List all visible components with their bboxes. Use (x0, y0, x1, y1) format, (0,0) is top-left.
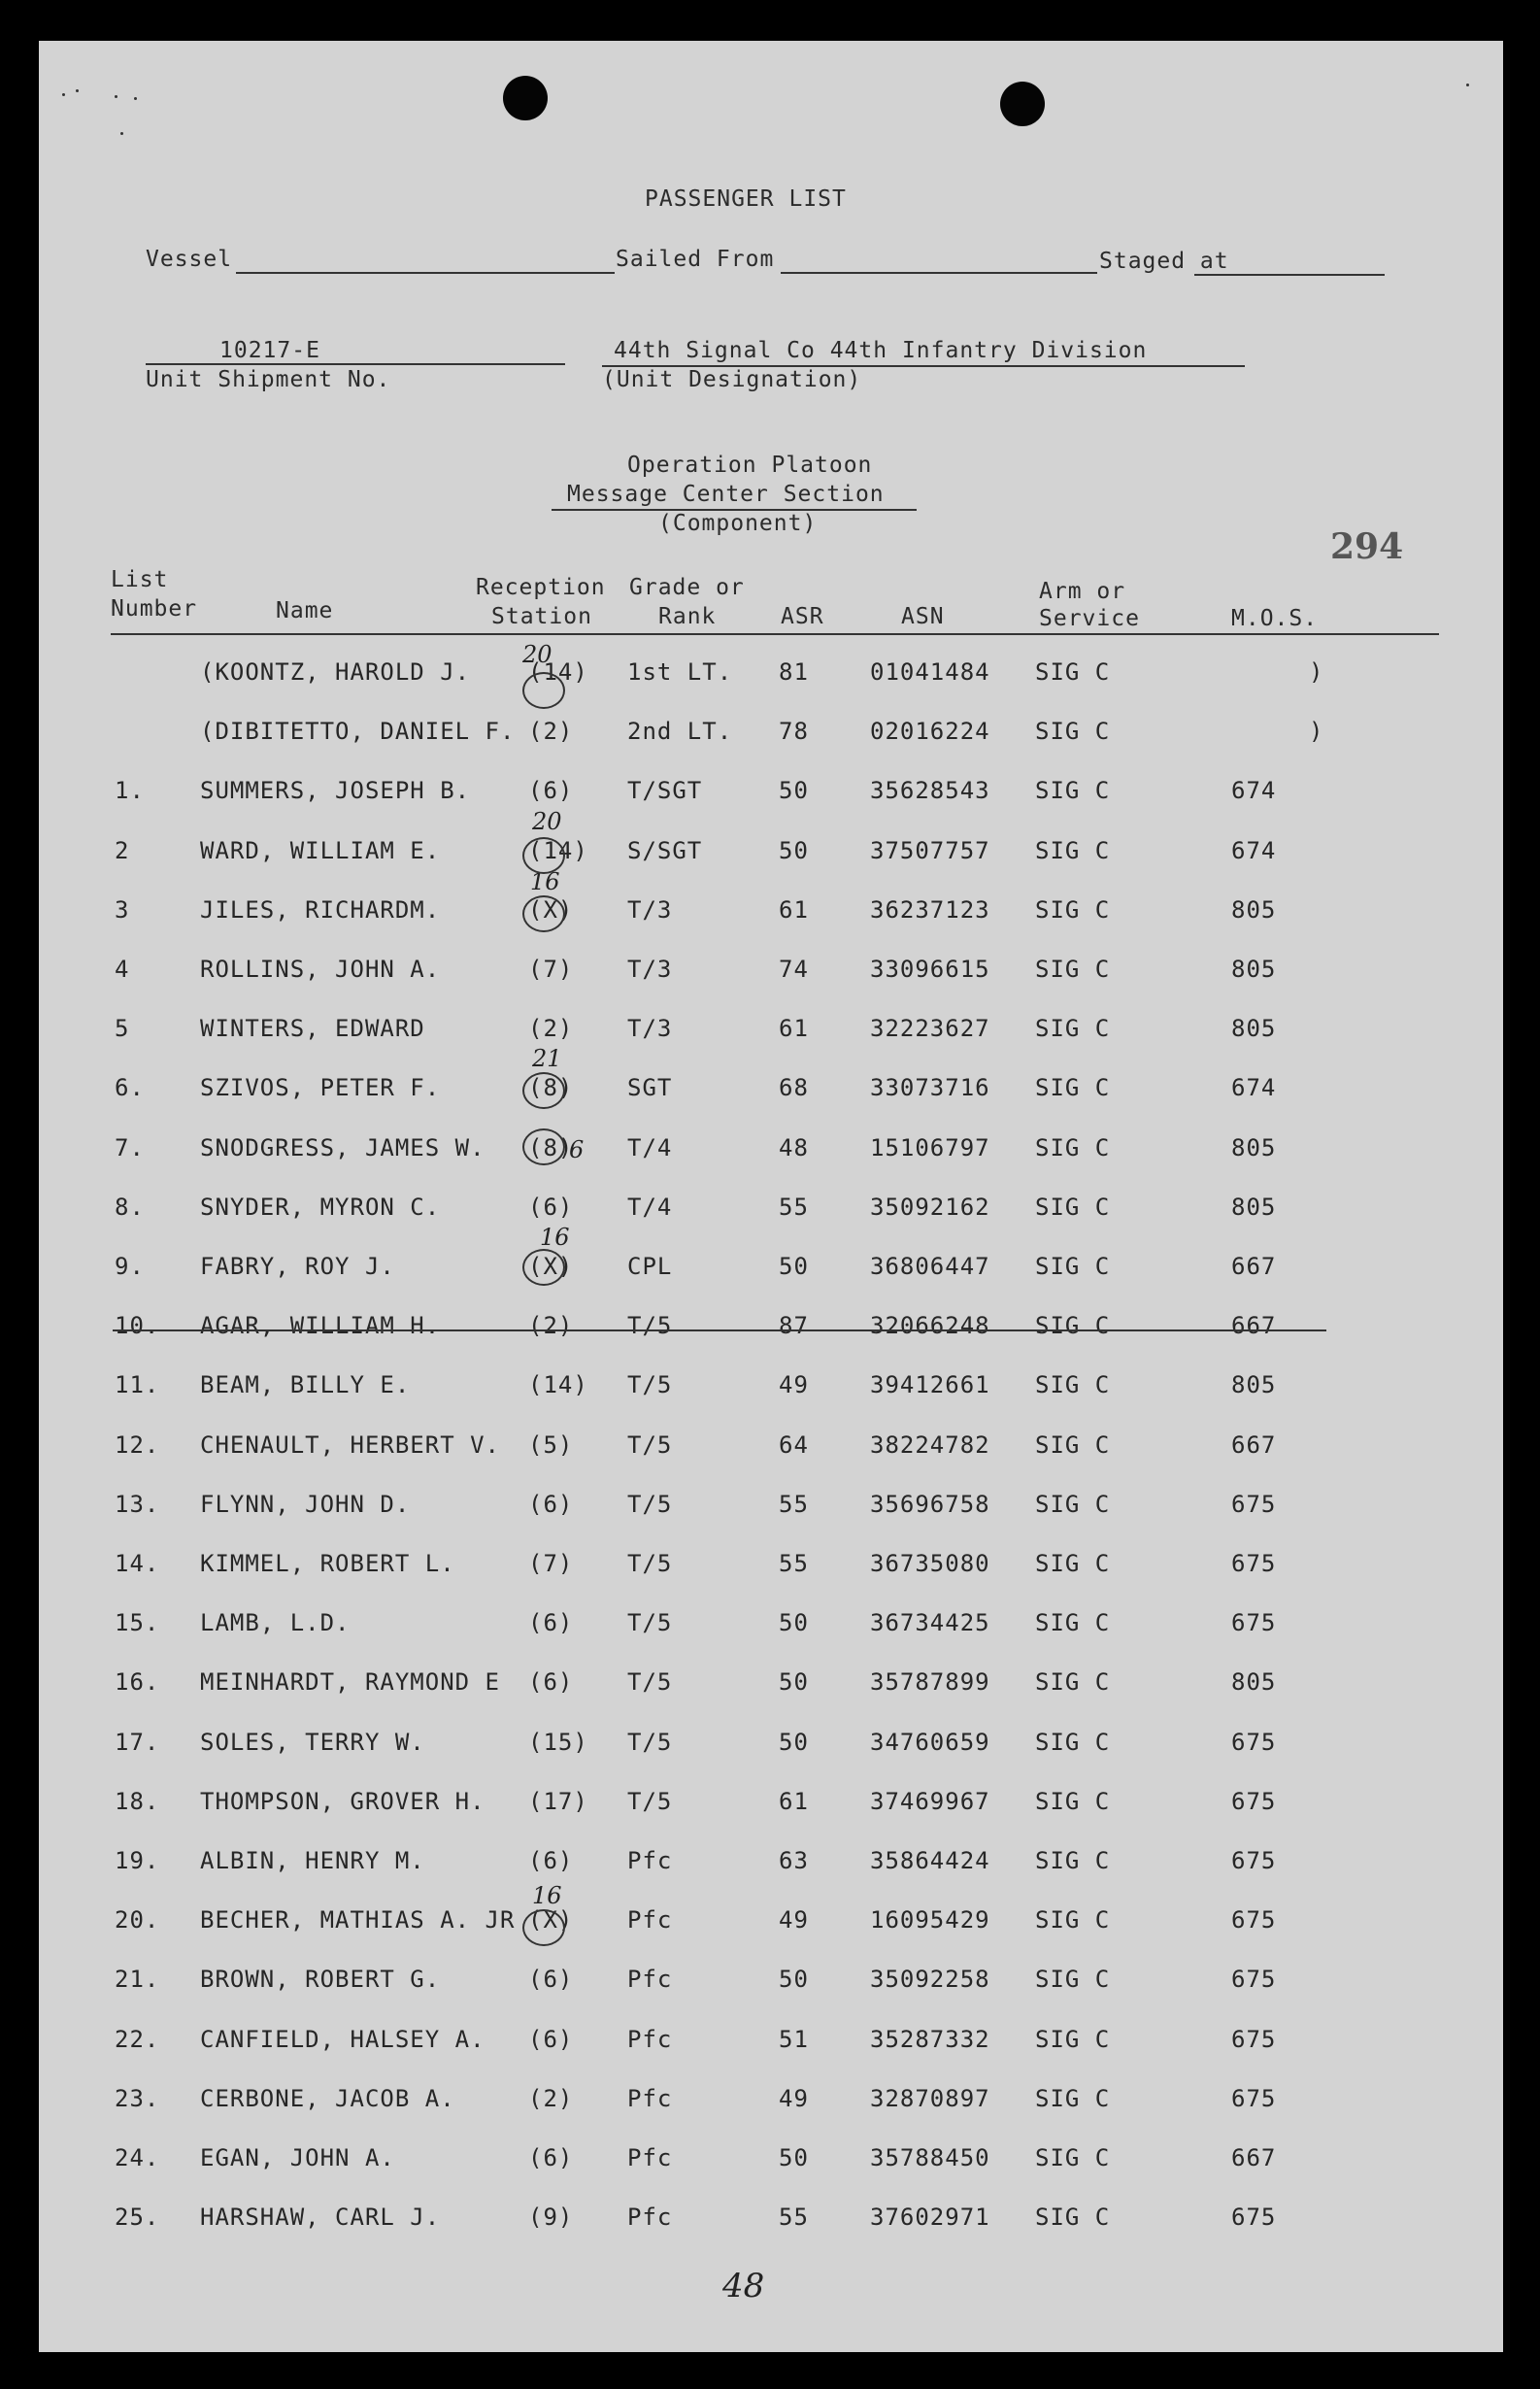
cell-num: 17. (115, 1729, 160, 1756)
cell-mos: 674 (1231, 837, 1277, 864)
table-row (39, 1015, 1503, 1054)
cell-arm: SIG C (1035, 1788, 1111, 1815)
cell-num: 5 (115, 1015, 130, 1042)
cell-mos: 805 (1231, 1194, 1277, 1221)
cell-asr: 50 (779, 1966, 809, 1993)
cell-asr: 48 (779, 1134, 809, 1161)
cell-station: (7) (528, 1550, 574, 1577)
table-row (39, 956, 1503, 994)
table-row (39, 777, 1503, 816)
table-row (39, 658, 1503, 697)
cell-station: (5) (528, 1431, 574, 1459)
cell-grade: Pfc (627, 1906, 673, 1934)
page-title: PASSENGER LIST (645, 186, 847, 212)
cell-asr: 55 (779, 1194, 809, 1221)
cell-asr: 51 (779, 2026, 809, 2053)
cell-station: (6) (528, 1491, 574, 1518)
staged-at-label: Staged at (1099, 249, 1229, 274)
cell-asr: 50 (779, 777, 809, 804)
cell-asr: 50 (779, 1729, 809, 1756)
cell-name: WINTERS, EDWARD (200, 1015, 425, 1042)
cell-name: SNYDER, MYRON C. (200, 1194, 441, 1221)
cell-mos: 805 (1231, 1015, 1277, 1042)
cell-grade: T/4 (627, 1134, 673, 1161)
col-mos: M.O.S. (1231, 606, 1319, 631)
table-row (39, 1371, 1503, 1410)
staged-at-blank (1194, 274, 1385, 276)
unit-designation: 44th Signal Co 44th Infantry Division (614, 338, 1148, 363)
cell-num: 3 (115, 896, 130, 924)
cell-grade: Pfc (627, 1966, 673, 1993)
cell-num: 24. (115, 2144, 160, 2171)
speck (120, 132, 123, 135)
cell-asn: 37507757 (870, 837, 990, 864)
cell-name: WARD, WILLIAM E. (200, 837, 441, 864)
cell-asn: 39412661 (870, 1371, 990, 1398)
cell-asr: 55 (779, 1550, 809, 1577)
cell-mos: 675 (1231, 1491, 1277, 1518)
cell-grade: T/3 (627, 896, 673, 924)
cell-num: 2 (115, 837, 130, 864)
table-row (39, 1550, 1503, 1589)
cell-grade: T/5 (627, 1371, 673, 1398)
cell-name: EGAN, JOHN A. (200, 2144, 395, 2171)
table-row (39, 1431, 1503, 1470)
cell-num: 20. (115, 1906, 160, 1934)
cell-name: CANFIELD, HALSEY A. (200, 2026, 485, 2053)
cell-num: 13. (115, 1491, 160, 1518)
cell-arm: SIG C (1035, 1431, 1111, 1459)
cell-asr: 78 (779, 718, 809, 745)
vessel-blank (236, 272, 615, 274)
cell-asr: 50 (779, 837, 809, 864)
col-reception-1: Reception (476, 575, 606, 600)
cell-station: (2) (528, 718, 574, 745)
unit-shipment-number: 10217-E (219, 338, 320, 363)
cell-mos: ) (1309, 658, 1324, 686)
cell-asr: 64 (779, 1431, 809, 1459)
cell-grade: T/3 (627, 956, 673, 983)
cell-mos: 675 (1231, 1729, 1277, 1756)
cell-grade: 2nd LT. (627, 718, 733, 745)
cell-station: (9) (528, 2204, 574, 2231)
cell-mos: 675 (1231, 1550, 1277, 1577)
cell-name: ALBIN, HENRY M. (200, 1847, 425, 1874)
cell-asn: 36806447 (870, 1253, 990, 1280)
cell-arm: SIG C (1035, 896, 1111, 924)
cell-asr: 68 (779, 1074, 809, 1101)
cell-mos: 805 (1231, 896, 1277, 924)
col-arm-2: Service (1039, 606, 1140, 631)
cell-station: (15) (528, 1729, 588, 1756)
cell-asn: 35092258 (870, 1966, 990, 1993)
cell-arm: SIG C (1035, 2204, 1111, 2231)
cell-name: CHENAULT, HERBERT V. (200, 1431, 500, 1459)
cell-mos: 675 (1231, 2085, 1277, 2112)
unit-designation-label: (Unit Designation) (602, 367, 862, 392)
cell-asr: 55 (779, 1491, 809, 1518)
component-line-1: Operation Platoon (627, 453, 873, 478)
punch-hole-left (503, 76, 548, 120)
speck (76, 89, 79, 92)
cell-asn: 38224782 (870, 1431, 990, 1459)
cell-asr: 49 (779, 1906, 809, 1934)
cell-arm: SIG C (1035, 1966, 1111, 1993)
table-row (39, 1906, 1503, 1945)
cell-num: 4 (115, 956, 130, 983)
cell-grade: Pfc (627, 2026, 673, 2053)
cell-grade: T/5 (627, 1788, 673, 1815)
cell-num: 10. (115, 1312, 160, 1339)
handwritten-station-fabry: 16 (540, 1224, 570, 1251)
cell-num: 16. (115, 1668, 160, 1696)
cell-grade: T/3 (627, 1015, 673, 1042)
component-label: (Component) (658, 511, 818, 536)
cell-arm: SIG C (1035, 2144, 1111, 2171)
cell-station: (2) (528, 2085, 574, 2112)
cell-grade: T/5 (627, 1550, 673, 1577)
cell-grade: Pfc (627, 2144, 673, 2171)
cell-station: (6) (528, 1609, 574, 1636)
speck (134, 97, 137, 100)
cell-num: 11. (115, 1371, 160, 1398)
cell-station: (17) (528, 1788, 588, 1815)
cell-mos: 805 (1231, 1371, 1277, 1398)
cell-grade: T/5 (627, 1729, 673, 1756)
cell-asr: 50 (779, 2144, 809, 2171)
cell-arm: SIG C (1035, 1609, 1111, 1636)
cell-asn: 36735080 (870, 1550, 990, 1577)
cell-mos: 674 (1231, 777, 1277, 804)
cell-station: (6) (528, 1668, 574, 1696)
cell-grade: Pfc (627, 2085, 673, 2112)
cell-asr: 63 (779, 1847, 809, 1874)
cell-asn: 35787899 (870, 1668, 990, 1696)
cell-num: 19. (115, 1847, 160, 1874)
cell-station: (X) (528, 896, 574, 924)
cell-mos: 805 (1231, 1134, 1277, 1161)
cell-asn: 35092162 (870, 1194, 990, 1221)
handwritten-station-szivos: 21 (532, 1045, 562, 1072)
cell-station: (2) (528, 1312, 574, 1339)
vessel-label: Vessel (146, 247, 233, 272)
cell-name: SZIVOS, PETER F. (200, 1074, 441, 1101)
unit-shipment-label: Unit Shipment No. (146, 367, 391, 392)
cell-num: 25. (115, 2204, 160, 2231)
cell-asn: 32223627 (870, 1015, 990, 1042)
col-grade-2: Rank (658, 604, 717, 629)
cell-name: LAMB, L.D. (200, 1609, 351, 1636)
cell-station: (X) (528, 1906, 574, 1934)
page-number: 294 (1330, 526, 1404, 567)
cell-asn: 35788450 (870, 2144, 990, 2171)
cell-mos: 667 (1231, 1431, 1277, 1459)
cell-arm: SIG C (1035, 777, 1111, 804)
punch-hole-right (1000, 82, 1045, 126)
cell-station: (6) (528, 1966, 574, 1993)
cell-asn: 35864424 (870, 1847, 990, 1874)
cell-asn: 35628543 (870, 777, 990, 804)
cell-arm: SIG C (1035, 2085, 1111, 2112)
cell-station: (14) (528, 1371, 588, 1398)
table-row (39, 1194, 1503, 1232)
cell-name: HARSHAW, CARL J. (200, 2204, 441, 2231)
cell-arm: SIG C (1035, 658, 1111, 686)
cell-num: 12. (115, 1431, 160, 1459)
cell-grade: Pfc (627, 1847, 673, 1874)
cell-name: MEINHARDT, RAYMOND E (200, 1668, 500, 1696)
cell-name: BECHER, MATHIAS A. JR (200, 1906, 516, 1934)
col-name: Name (276, 598, 334, 623)
cell-asn: 02016224 (870, 718, 990, 745)
cell-arm: SIG C (1035, 837, 1111, 864)
cell-arm: SIG C (1035, 1134, 1111, 1161)
cell-arm: SIG C (1035, 1312, 1111, 1339)
cell-num: 14. (115, 1550, 160, 1577)
table-row (39, 1788, 1503, 1827)
cell-name: SOLES, TERRY W. (200, 1729, 425, 1756)
cell-mos: 674 (1231, 1074, 1277, 1101)
cell-arm: SIG C (1035, 1194, 1111, 1221)
col-grade-1: Grade or (629, 575, 745, 600)
handwritten-station-ward: 20 (532, 808, 562, 835)
cell-mos: 675 (1231, 1906, 1277, 1934)
cell-asn: 37469967 (870, 1788, 990, 1815)
cell-arm: SIG C (1035, 1729, 1111, 1756)
cell-asr: 87 (779, 1312, 809, 1339)
cell-name: KIMMEL, ROBERT L. (200, 1550, 455, 1577)
speck (115, 95, 117, 98)
cell-arm: SIG C (1035, 718, 1111, 745)
cell-mos: 667 (1231, 1312, 1277, 1339)
cell-num: 23. (115, 2085, 160, 2112)
cell-arm: SIG C (1035, 1253, 1111, 1280)
cell-arm: SIG C (1035, 2026, 1111, 2053)
cell-asr: 49 (779, 1371, 809, 1398)
station-correction-circle (522, 672, 565, 709)
speck (62, 93, 65, 96)
table-row (39, 718, 1503, 757)
cell-station: (6) (528, 2026, 574, 2053)
cell-num: 1. (115, 777, 145, 804)
cell-arm: SIG C (1035, 956, 1111, 983)
cell-station: (6) (528, 1847, 574, 1874)
cell-num: 8. (115, 1194, 145, 1221)
cell-grade: CPL (627, 1253, 673, 1280)
cell-arm: SIG C (1035, 1847, 1111, 1874)
cell-mos: ) (1309, 718, 1324, 745)
cell-grade: Pfc (627, 2204, 673, 2231)
table-row (39, 1668, 1503, 1707)
table-row (39, 1312, 1503, 1351)
cell-mos: 675 (1231, 2204, 1277, 2231)
handwritten-station-koontz: 20 (522, 641, 552, 668)
table-row (39, 1609, 1503, 1648)
header-rule (111, 633, 1439, 635)
cell-station: (X) (528, 1253, 574, 1280)
sailed-from-label: Sailed From (616, 247, 775, 272)
cell-name: BEAM, BILLY E. (200, 1371, 411, 1398)
cell-station: (8) (528, 1074, 574, 1101)
cell-mos: 667 (1231, 1253, 1277, 1280)
cell-name: ROLLINS, JOHN A. (200, 956, 441, 983)
cell-asn: 33073716 (870, 1074, 990, 1101)
cell-grade: T/5 (627, 1609, 673, 1636)
cell-station: (7) (528, 956, 574, 983)
cell-grade: T/SGT (627, 777, 703, 804)
cell-name: FLYNN, JOHN D. (200, 1491, 411, 1518)
cell-asn: 37602971 (870, 2204, 990, 2231)
cell-num: 21. (115, 1966, 160, 1993)
cell-name: SNODGRESS, JAMES W. (200, 1134, 485, 1161)
table-row (39, 896, 1503, 935)
cell-name: (DIBITETTO, DANIEL F. (200, 718, 516, 745)
cell-arm: SIG C (1035, 1550, 1111, 1577)
cell-num: 18. (115, 1788, 160, 1815)
cell-station: (14) (528, 658, 588, 686)
unit-shipment-line (146, 363, 565, 365)
station-correction-circle (522, 837, 565, 874)
cell-asn: 36734425 (870, 1609, 990, 1636)
cell-num: 7. (115, 1134, 145, 1161)
cell-arm: SIG C (1035, 1074, 1111, 1101)
table-row (39, 2085, 1503, 2124)
cell-grade: T/4 (627, 1194, 673, 1221)
cell-num: 15. (115, 1609, 160, 1636)
table-row (39, 1491, 1503, 1530)
cell-asr: 61 (779, 1788, 809, 1815)
table-row (39, 1847, 1503, 1886)
cell-asr: 61 (779, 1015, 809, 1042)
table-row (39, 2026, 1503, 2065)
handwritten-station-snodgress: 6 (569, 1136, 585, 1163)
cell-mos: 675 (1231, 1788, 1277, 1815)
cell-mos: 805 (1231, 1668, 1277, 1696)
cell-asr: 50 (779, 1253, 809, 1280)
cell-station: (6) (528, 1194, 574, 1221)
station-correction-circle (522, 895, 565, 932)
cell-asr: 81 (779, 658, 809, 686)
table-row (39, 1729, 1503, 1767)
table-row (39, 837, 1503, 876)
cell-asr: 50 (779, 1609, 809, 1636)
cell-asn: 15106797 (870, 1134, 990, 1161)
station-correction-circle (522, 1128, 565, 1165)
component-line-2: Message Center Section (567, 482, 885, 507)
col-asr: ASR (781, 604, 824, 629)
cell-arm: SIG C (1035, 1015, 1111, 1042)
cell-asn: 35696758 (870, 1491, 990, 1518)
cell-asn: 36237123 (870, 896, 990, 924)
cell-name: SUMMERS, JOSEPH B. (200, 777, 471, 804)
cell-mos: 675 (1231, 2026, 1277, 2053)
station-correction-circle (522, 1909, 565, 1946)
table-row (39, 1074, 1503, 1113)
cell-mos: 675 (1231, 1847, 1277, 1874)
cell-asn: 35287332 (870, 2026, 990, 2053)
cell-asn: 16095429 (870, 1906, 990, 1934)
cell-grade: 1st LT. (627, 658, 733, 686)
handwritten-station-jiles: 16 (530, 868, 560, 895)
cell-station: (6) (528, 2144, 574, 2171)
cell-name: CERBONE, JACOB A. (200, 2085, 455, 2112)
cell-asn: 32066248 (870, 1312, 990, 1339)
cell-grade: T/5 (627, 1431, 673, 1459)
cell-arm: SIG C (1035, 1906, 1111, 1934)
cell-arm: SIG C (1035, 1371, 1111, 1398)
cell-grade: T/5 (627, 1312, 673, 1339)
cell-arm: SIG C (1035, 1491, 1111, 1518)
cell-asr: 49 (779, 2085, 809, 2112)
cell-asn: 33096615 (870, 956, 990, 983)
cell-name: THOMPSON, GROVER H. (200, 1788, 485, 1815)
speck (1466, 84, 1469, 86)
table-row (39, 2144, 1503, 2183)
cell-grade: S/SGT (627, 837, 703, 864)
cell-arm: SIG C (1035, 1668, 1111, 1696)
cell-asn: 32870897 (870, 2085, 990, 2112)
cell-mos: 667 (1231, 2144, 1277, 2171)
cell-num: 22. (115, 2026, 160, 2053)
cell-mos: 805 (1231, 956, 1277, 983)
station-correction-circle (522, 1249, 565, 1286)
station-correction-circle (522, 1072, 565, 1109)
cell-station: (14) (528, 837, 588, 864)
cell-station: (8) (528, 1134, 574, 1161)
table-row (39, 1966, 1503, 2004)
cell-mos: 675 (1231, 1966, 1277, 1993)
col-list-number-1: List (111, 567, 169, 592)
cell-name: AGAR, WILLIAM H. (200, 1312, 441, 1339)
cell-name: (KOONTZ, HAROLD J. (200, 658, 471, 686)
cell-asr: 55 (779, 2204, 809, 2231)
cell-grade: SGT (627, 1074, 673, 1101)
cell-station: (2) (528, 1015, 574, 1042)
cell-station: (6) (528, 777, 574, 804)
cell-asn: 01041484 (870, 658, 990, 686)
cell-asr: 50 (779, 1668, 809, 1696)
col-reception-2: Station (491, 604, 592, 629)
strikethrough-line (113, 1329, 1326, 1331)
table-row (39, 2204, 1503, 2242)
cell-grade: T/5 (627, 1491, 673, 1518)
table-row (39, 1134, 1503, 1173)
sailed-from-blank (781, 272, 1097, 274)
cell-asr: 61 (779, 896, 809, 924)
cell-name: JILES, RICHARDM. (200, 896, 441, 924)
col-asn: ASN (901, 604, 945, 629)
handwritten-footer-number: 48 (722, 2267, 765, 2305)
cell-name: FABRY, ROY J. (200, 1253, 395, 1280)
cell-name: BROWN, ROBERT G. (200, 1966, 441, 1993)
col-arm-1: Arm or (1039, 579, 1126, 604)
cell-asr: 74 (779, 956, 809, 983)
cell-num: 6. (115, 1074, 145, 1101)
col-list-number-2: Number (111, 596, 198, 622)
cell-mos: 675 (1231, 1609, 1277, 1636)
cell-grade: T/5 (627, 1668, 673, 1696)
cell-num: 9. (115, 1253, 145, 1280)
handwritten-station-becher: 16 (532, 1882, 562, 1909)
cell-asn: 34760659 (870, 1729, 990, 1756)
table-row (39, 1253, 1503, 1292)
passenger-list-page (39, 41, 1503, 2352)
